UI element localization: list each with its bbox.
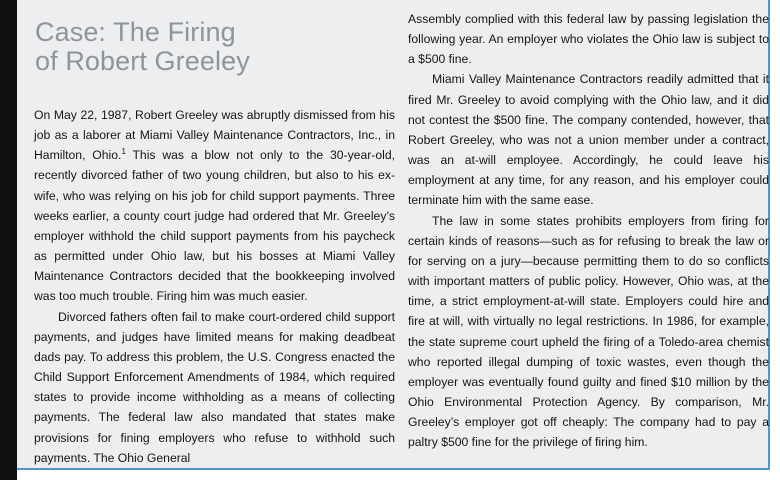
case-title-line-1: Case: The Firing <box>35 17 236 47</box>
paragraph-2: Divorced fathers often fail to make court-ordered child support payments, and judges have limited means for making deadbeat dads pay. To address this problem, the U.S. Congress enacted the Child Support Enforcement Amendments of 1984, which required states to provide income withholding as a means of collecting payments. The federal law also mandated that states make provisions for fining employers who refuse to withhold such payments. The Ohio General <box>34 309 395 465</box>
left-column <box>34 0 395 468</box>
paragraph-1 <box>34 105 395 307</box>
left-edge-bar <box>0 0 17 480</box>
footnote-marker: 1 <box>121 147 126 157</box>
paragraph-3: Miami Valley Maintenance Contractors readily admitted that it fired Mr. Greeley to avoid complying with the Ohio law, and it did not contest the $500 fine. The company contended, however, that Robert Greeley, who was not a union member under a contract, was an at-will employee. Accordingly, he could leave his employment at any time, for any reason, and his employer could terminate him with the same ease. <box>408 72 769 208</box>
paragraph-1-part-b: This was a blow not only to the 30-year-old, recently divorced father of two young children, but also to his ex-wife, who was relying on his job for child support payments. Three weeks earlier, a county court judge had ordered that Mr. Greeley’s employer withhold the child support payments from his paycheck as permitted under Ohio law, but his bosses at Miami Valley Maintenance Contractors decided that the bookkeeping involved was too much trouble. Firing him was much easier. <box>34 148 396 304</box>
paragraph-1-part-a: On May 22, 1987, Robert Greeley was abruptly dismissed from his job as a laborer at Miami Valley Maintenance Contractors, Inc., in Hamilton, Ohio. <box>34 108 395 163</box>
paragraph-4: The law in some states prohibits employers from firing for certain kinds of reasons—such as for refusing to break the law or for serving on a jury—because permitting them to do so conflicts with important matters of public policy. However, Ohio was, at the time, a strict employment-at-will state. Employers could hire and fire at will, with virtually no legal restrictions. In 1986, for example, the state supreme court upheld the firing of a Toledo-area chemist who reported illegal dumping of toxic wastes, even though the employer was eventually found guilty and fined $10 million by the Ohio Environmental Protection Agency. By comparison, Mr. Greeley’s employer got off cheaply: The company had to pay a paltry $500 fine for the privilege of firing him. <box>408 213 769 450</box>
right-column <box>408 9 769 452</box>
right-column-text <box>408 9 769 452</box>
left-column-text <box>34 105 395 468</box>
case-box <box>17 0 770 470</box>
case-title <box>35 18 375 76</box>
case-title-line-2: of Robert Greeley <box>35 46 250 76</box>
paragraph-2-continued: Assembly complied with this federal law by passing legislation the following year. An employer who violates the Ohio law is subject to a $500 fine. <box>408 12 769 67</box>
